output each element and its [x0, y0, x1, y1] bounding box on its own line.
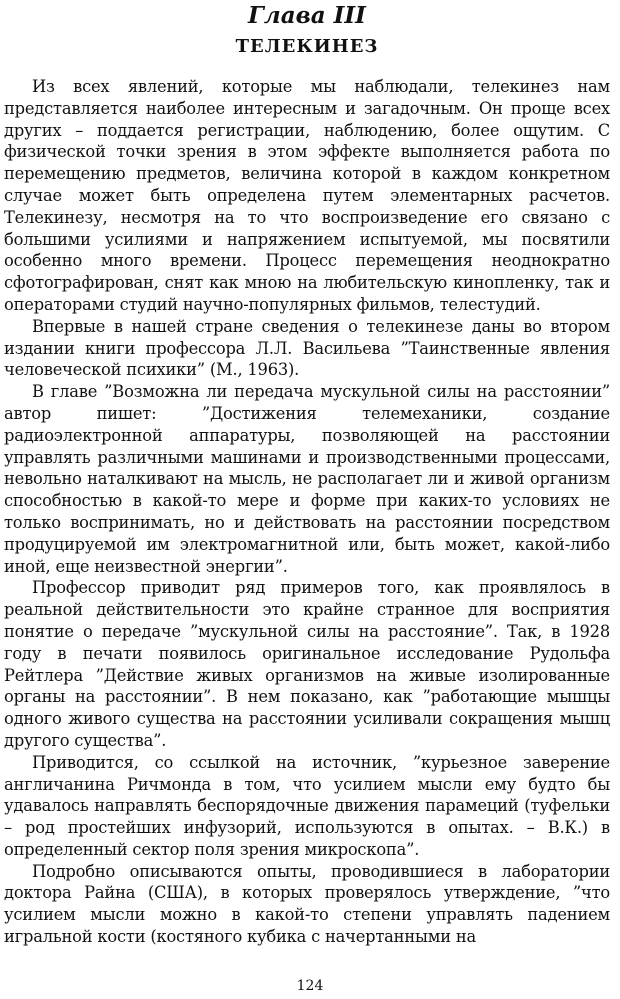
paragraph: Подробно описываются опыты, проводившиеся в лаборатории доктора Райна (США), в которых проверялось утверждение, ”что усилием мысли можно в какой-то степени управлять падением игральной кости (костяного кубика с начертанными на [4, 861, 610, 947]
chapter-label: Глава III [248, 2, 366, 29]
paragraph: Из всех явлений, которые мы наблюдали, телекинез нам представляется наиболее интересным и загадочным. Он проще всех других – поддается регистрации, наблюдению, более ощутим. С физической точки зрения в этом эффекте выполняется работа по перемещению предметов, величина которой в каждом конкретном случае может быть определена путем элементарных расчетов. Телекинезу, несмотря на то что воспроизведение его связано с большими усилиями и напряжением испытуемой, мы посвятили особенно много времени. Процесс перемещения неоднократно сфотографирован, снят как мною на любительскую кинопленку, так и операторами студий научно-популярных фильмов, телестудий. [4, 77, 610, 314]
paragraph: Профессор приводит ряд примеров того, как проявлялось в реальной действительности это крайне странное для восприятия понятие о передаче ”мускульной силы на расстояние”. Так, в 1928 году в печати появилось оригинальное исследование Рудольфа Рейтлера ”Действие живых организмов на живые изолированные органы на расстоянии”. В нем показано, как ”работающие мышцы одного живого существа на расстоянии усиливали сокращения мышц другого существа”. [4, 578, 610, 750]
body-text [4, 76, 610, 948]
paragraph: Впервые в нашей стране сведения о телекинезе даны во втором издании книги профессора Л.Л. Васильева ”Таинственные явления человеческой психики” (М., 1963). [4, 316, 610, 380]
page-number: 124 [296, 978, 324, 994]
chapter-title: ТЕЛЕКИНЕЗ [235, 36, 379, 57]
paragraph: В главе ”Возможна ли передача мускульной силы на расстоянии” автор пишет: ”Достижения телемеханики, создание радиоэлектронной аппаратуры, позволяющей на расстоянии управлять различными машинами и производственными процессами, невольно наталкивают на мысль, не располагает ли и живой организм способностью в какой-то мере и форме при каких-то условиях не только воспринимать, но и действовать на расстоянии посредством продуцируемой им электромагнитной или, быть может, какой-либо иной, еще неизвестной энергии”. [4, 382, 610, 576]
paragraph: Приводится, со ссылкой на источник, ”курьезное заверение англичанина Ричмонда в том, что усилием мысли ему будто бы удавалось направлять беспорядочные движения парамеций (туфельки – род простейших инфузорий, используются в опытах. – В.К.) в определенный сектор поля зрения микроскопа”. [4, 752, 610, 859]
